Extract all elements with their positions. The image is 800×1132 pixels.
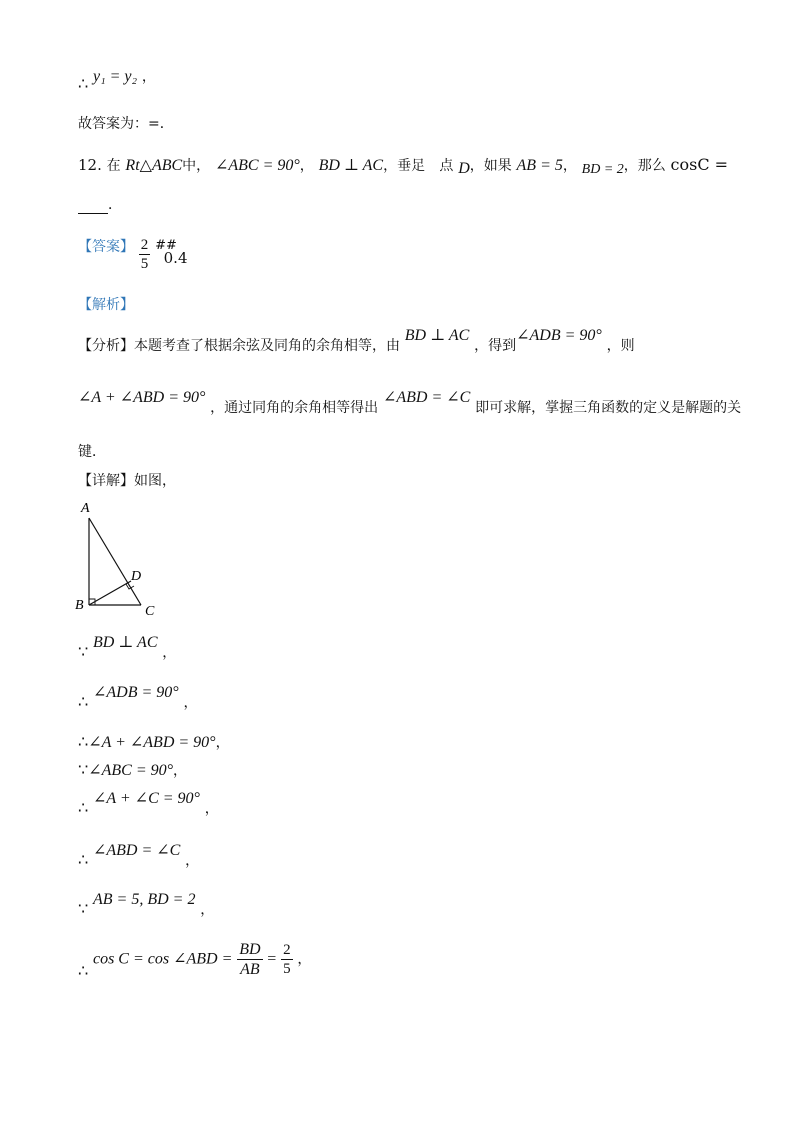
fraction-numerator: BD [239,941,261,958]
analysis-label: 【解析】 [78,297,134,313]
step-expr: BD ⊥ AC [92,634,158,651]
question-number: 12. [78,156,102,174]
fenxi-expr-equal-angles: ∠ABD = ∠C [382,389,471,406]
fenxi-text: ，则 [606,338,635,354]
step-line-y [78,66,156,93]
step-expr: ∠ADB = 90° [92,684,179,701]
label-b: B [75,598,84,613]
answer-blank [78,199,108,214]
detail-text: 如图， [134,473,176,489]
step-7 [78,889,215,918]
label-d: D [131,569,142,584]
step-1 [78,632,177,661]
q-end: ． [108,197,122,213]
comma: ， [200,902,215,918]
comma: ， [183,695,198,711]
equals-sign: = [267,950,277,968]
triangle-figure [68,498,168,620]
answer-fraction [139,236,151,273]
therefore-symbol: ∴ [78,960,89,980]
fenxi-line-2 [78,388,742,416]
q-text: ，垂足 [383,158,426,174]
q-expr-ab: AB = 5 [516,157,563,174]
step-expr: ∠A + ∠C = 90° [92,790,200,807]
fenxi-text: ，通过同角的余角相等得出 [210,400,379,416]
step-expr: ∠ABC = 90° [88,762,174,779]
step-3 [78,732,230,752]
expr-y1-eq-y2: y₁ = y₂ [92,68,138,85]
answer-label: 【答案】 [78,238,134,255]
q-expr-point-d: D [458,160,470,177]
q-text: ， [299,158,314,174]
fraction-bd-ab [237,940,262,979]
fenxi-expr-perp: BD ⊥ AC [404,327,470,344]
answer-decimal: 0.4 [163,248,188,267]
step-5 [78,788,219,817]
fraction-2-5 [281,941,293,978]
fenxi-line-3: 键． [78,444,106,460]
detail-label: 【详解】 [78,473,134,489]
answer-hash: ## [155,237,177,253]
fenxi-text: 即可求解，掌握三角函数的定义是解题的关 [475,400,742,416]
answer-denominator: 5 [140,256,149,272]
comma: ， [185,853,200,869]
answer-numerator: 2 [140,237,149,253]
fraction-denominator: AB [237,959,262,979]
because-symbol: ∵ [78,899,89,918]
final-lhs: cos C = cos ∠ABD = [92,950,233,968]
step-expr: ∠A + ∠ABD = 90° [88,734,216,751]
label-a: A [81,501,90,516]
label-c: C [145,604,155,619]
q-expr-angle: ∠ABC = 90° [214,157,300,174]
comma: ， [173,763,188,779]
q-text: 在 [106,158,121,174]
because-symbol: ∵ [78,642,89,661]
therefore-symbol: ∴ [78,74,89,93]
fenxi-expr-adb: ∠ADB = 90° [516,327,602,344]
comma: ， [204,801,219,817]
detail-line [78,471,176,490]
comma: ， [215,735,230,751]
fenxi-expr-sum: ∠A + ∠ABD = 90° [78,389,206,406]
fenxi-line-1 [78,326,635,354]
therefore-symbol: ∴ [78,732,89,751]
q-expr-cosc: cosC = [670,155,729,174]
step-2 [78,682,198,711]
comma: ， [141,69,156,85]
q-expr-triangle: Rt△ABC [125,157,183,174]
q-text: 中， [182,158,211,174]
comma: ， [162,645,177,661]
step-6 [78,840,200,869]
q-expr-bd: BD = 2 [581,162,624,177]
therefore-symbol: ∴ [78,850,89,869]
question-12 [78,155,728,176]
side-ac [89,518,141,605]
step-4 [78,760,187,780]
therefore-symbol: ∴ [78,692,89,711]
step-expr: AB = 5, BD = 2 [92,891,196,908]
therefore-symbol: ∴ [78,798,89,817]
fenxi-text: ，得到 [474,338,517,354]
fraction-numerator: 2 [283,942,291,959]
q-text: 点 [439,158,454,174]
fenxi-label: 【分析】 [78,338,134,354]
comma: ， [297,951,312,968]
q-expr-perp: BD ⊥ AC [318,157,384,174]
step-expr: ∠ABD = ∠C [92,842,181,859]
fraction-denominator: 5 [283,961,291,978]
answer-line [78,236,206,273]
step-final [78,940,311,979]
answer-blank-line [78,195,122,214]
q-text: ，那么 [623,158,666,174]
fenxi-text: 本题考查了根据余弦及同角的余角相等，由 [134,338,400,354]
q-text: ，如果 [469,158,512,174]
because-symbol: ∵ [78,760,89,779]
q-text: ， [562,158,577,174]
answer-statement: 故答案为：=． [78,116,174,132]
